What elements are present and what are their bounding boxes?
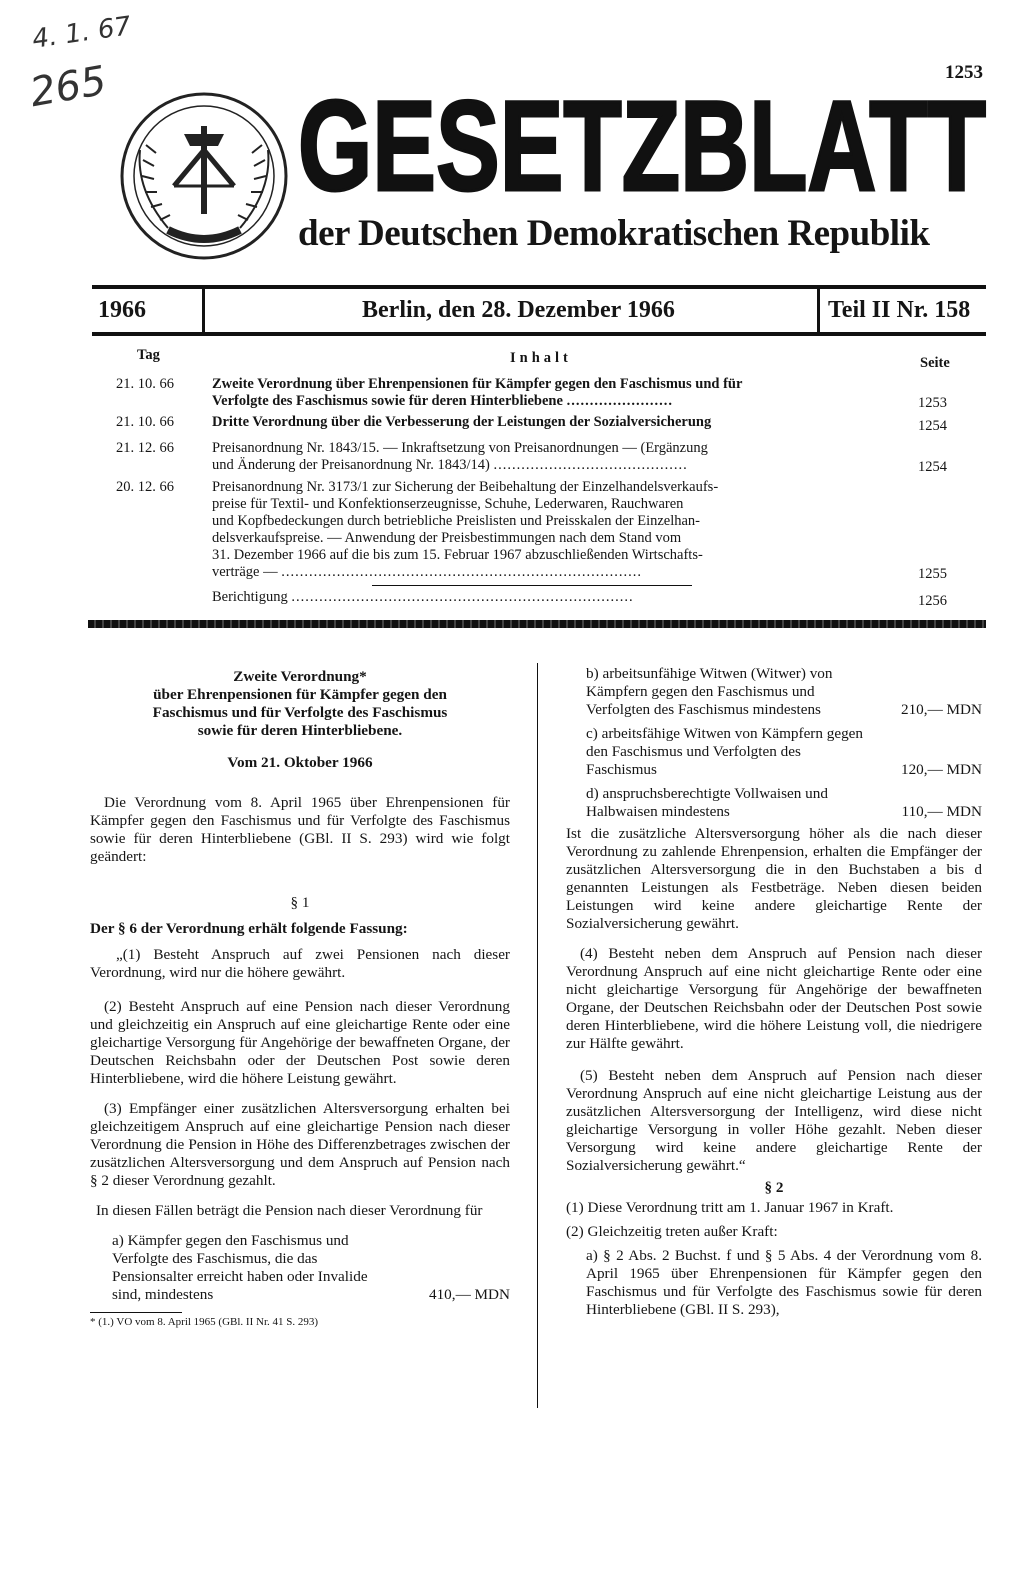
toc-col-inhalt: Inhalt [510, 350, 572, 366]
section-1-title: § 1 [290, 894, 310, 911]
masthead-title-text: GESETZBLATT [298, 78, 986, 218]
issue-place-date: Berlin, den 28. Dezember 1966 [362, 297, 675, 323]
toc-col-seite: Seite [920, 355, 950, 371]
decree-date: Vom 21. Oktober 1966 [227, 754, 373, 771]
decree-heading: Zweite Verordnung* [233, 668, 367, 685]
paragraph: „(1) Besteht Anspruch auf zwei Pensionen nach dieser Verordnung, wird nur die höhere gewährt. [90, 946, 510, 981]
section-1-heading: Der § 6 der Verordnung erhält folgende Fassung: [90, 920, 408, 937]
paragraph: Ist die zusätzliche Altersversorgung höher als die nach dieser Verordnung zu zahlende Ehrenpension, erhalten die Empfänger der zusätzlichen Altersversorgung die in den Buchstaben a bis d genannten Leistungen als Festbeträge. Neben diesen beiden Leistungen wird keine andere gleichartige Rente der Sozialversicherung gewährt. [566, 825, 982, 932]
paragraph: (5) Besteht neben dem Anspruch auf Pension nach dieser Verordnung Anspruch auf eine nicht gleichartige Leistung aus der zusätzlichen Altersversorgung der Intelligenz, wird diese nicht gleichartige Versorgung in voller Höhe gezahlt. Neben dieser Versorgung wird keine andere gleichartige Rente der Sozialversicherung gewährt.“ [566, 1067, 982, 1174]
left-column [90, 668, 510, 1329]
section-2-title: § 2 [764, 1179, 784, 1196]
amount: 110,— MDN [901, 803, 982, 820]
handwritten-date: 4. 1. 67 [30, 11, 133, 55]
toc-col-tag: Tag [137, 347, 160, 363]
masthead-subtitle: der Deutschen Demokratischen Republik [298, 213, 930, 254]
list-item: c) arbeitsfähige Witwen von Kämpfern gegen den Faschismus und Verfolgten des Faschismus 120,— MDN [586, 725, 982, 778]
paragraph: (3) Empfänger einer zusätzlichen Altersversorgung erhalten bei gleichzeitigem Anspruch auf eine gleichartige Pension nach dieser Verordnung die Pension in Höhe des Differenzbetrages zwischen der zusätzlichen Altersversorgung und dem Anspruch auf Pension nach § 2 dieser Verordnung gezahlt. [90, 1100, 510, 1189]
footnote: * (1.) VO vom 8. April 1965 (GBl. II Nr. 41 S. 293) [90, 1316, 319, 1328]
list-item: a) § 2 Abs. 2 Buchst. f und § 5 Abs. 4 der Verordnung vom 8. April 1965 über Ehrenpensionen für Kämpfer gegen den Faschismus und für Verfolgte des Faschismus sowie für deren Hinterbliebene (GBl. II S. 293), [586, 1247, 982, 1318]
decree-heading: Faschismus und für Verfolgte des Faschismus [152, 704, 448, 721]
decree-heading: sowie für deren Hinterbliebene. [197, 722, 403, 739]
page-number: 1253 [945, 62, 983, 83]
paragraph: (1) Diese Verordnung tritt am 1. Januar 1967 in Kraft. [566, 1199, 894, 1216]
column-divider [537, 663, 538, 1408]
section-rule [88, 620, 986, 628]
paragraph: (4) Besteht neben dem Anspruch auf Pension nach dieser Verordnung Anspruch auf eine nicht gleichartige Rente oder eine nicht gleichartige Versorgung für Angehörige der bewaffneten Organe, der Deutschen Reichsbahn oder der Deutschen Post sowie deren Hinterbliebene, wird die höhere Leistung voll, die niedrigere zur Hälfte gewährt. [566, 945, 982, 1052]
list-item: b) arbeitsunfähige Witwen (Witwer) von Kämpfern gegen den Faschismus und Verfolgten des Faschismus mindestens 210,— MDN [586, 665, 982, 718]
amount: 210,— MDN [900, 701, 982, 718]
footnote-rule [90, 1312, 182, 1313]
paragraph: In diesen Fällen beträgt die Pension nach dieser Verordnung für [96, 1202, 483, 1219]
toc-separator [372, 585, 692, 586]
paragraph: (2) Besteht Anspruch auf eine Pension nach dieser Verordnung und gleichzeitig ein Anspruch auf eine gleichartige Rente oder eine gleichartige Versorgung für Angehörige der bewaffneten Organe, der Deutschen Reichsbahn oder der Deutschen Post sowie deren Hinterbliebene, wird die höhere Leistung gewährt. [90, 998, 510, 1087]
table-of-contents: Tag Inhalt Seite 21. 10. 66 Zweite Verordnung über Ehrenpensionen für Kämpfer gegen den Faschismus und für Verfolgte des Faschismus sowie für deren Hinterbliebene ....................... 1253 21. 10. 66 Dritte Verordnung über die Verbesserung der Leistungen der Sozialversicherung 1254 21. 12. 66 Preisanordnung Nr. 1843/15. — Inkraftsetzung von Preisanordnungen — (Ergänzung und Änderung der Preisanordnung Nr. 1843/14) .......................................... 1254 20. 12. 66 Preisanordnung Nr. 3173/1 zur Sicherung der Beibehaltung der Einzelhandelsverkaufs- preise für Textil- und Konfektionserzeugnisse, Schuhe, Lederwaren, Rauchwaren und Kopfbedeckungen durch betriebliche Preislisten und Preisskalen der Einzelhan- delsverkaufspreise. — Anwendung der Preisbestimmungen nach dem Stand vom 31. Dezember 1966 auf die bis zum 15. Februar 1967 abzuschließenden Wirtschafts- verträge — .............................................................................. 1255 Berichtigung .......................................................................... 1256 [116, 347, 950, 609]
list-item: d) anspruchsberechtigte Vollwaisen und Halbwaisen mindestens 110,— MDN [586, 785, 982, 820]
amount: 120,— MDN [900, 761, 982, 778]
intro-paragraph: Die Verordnung vom 8. April 1965 über Ehrenpensionen für Kämpfer gegen den Faschismus und für Verfolgte des Faschismus sowie für deren Hinterbliebene (GBl. II S. 293) wird wie folgt geändert: [90, 794, 510, 865]
paragraph: (2) Gleichzeitig treten außer Kraft: [566, 1223, 778, 1240]
list-item: a) Kämpfer gegen den Faschismus und Verfolgte des Faschismus, die das Pensionsalter erreicht haben oder Invalide sind, mindestens 410,— MDN [112, 1232, 510, 1303]
handwritten-number: 265 [26, 57, 110, 117]
right-column [566, 665, 982, 1319]
decree-heading: über Ehrenpensionen für Kämpfer gegen den [153, 686, 447, 703]
amount: 410,— MDN [428, 1286, 510, 1303]
issue-year: 1966 [98, 297, 146, 323]
issue-part-number: Teil II Nr. 158 [828, 297, 971, 323]
